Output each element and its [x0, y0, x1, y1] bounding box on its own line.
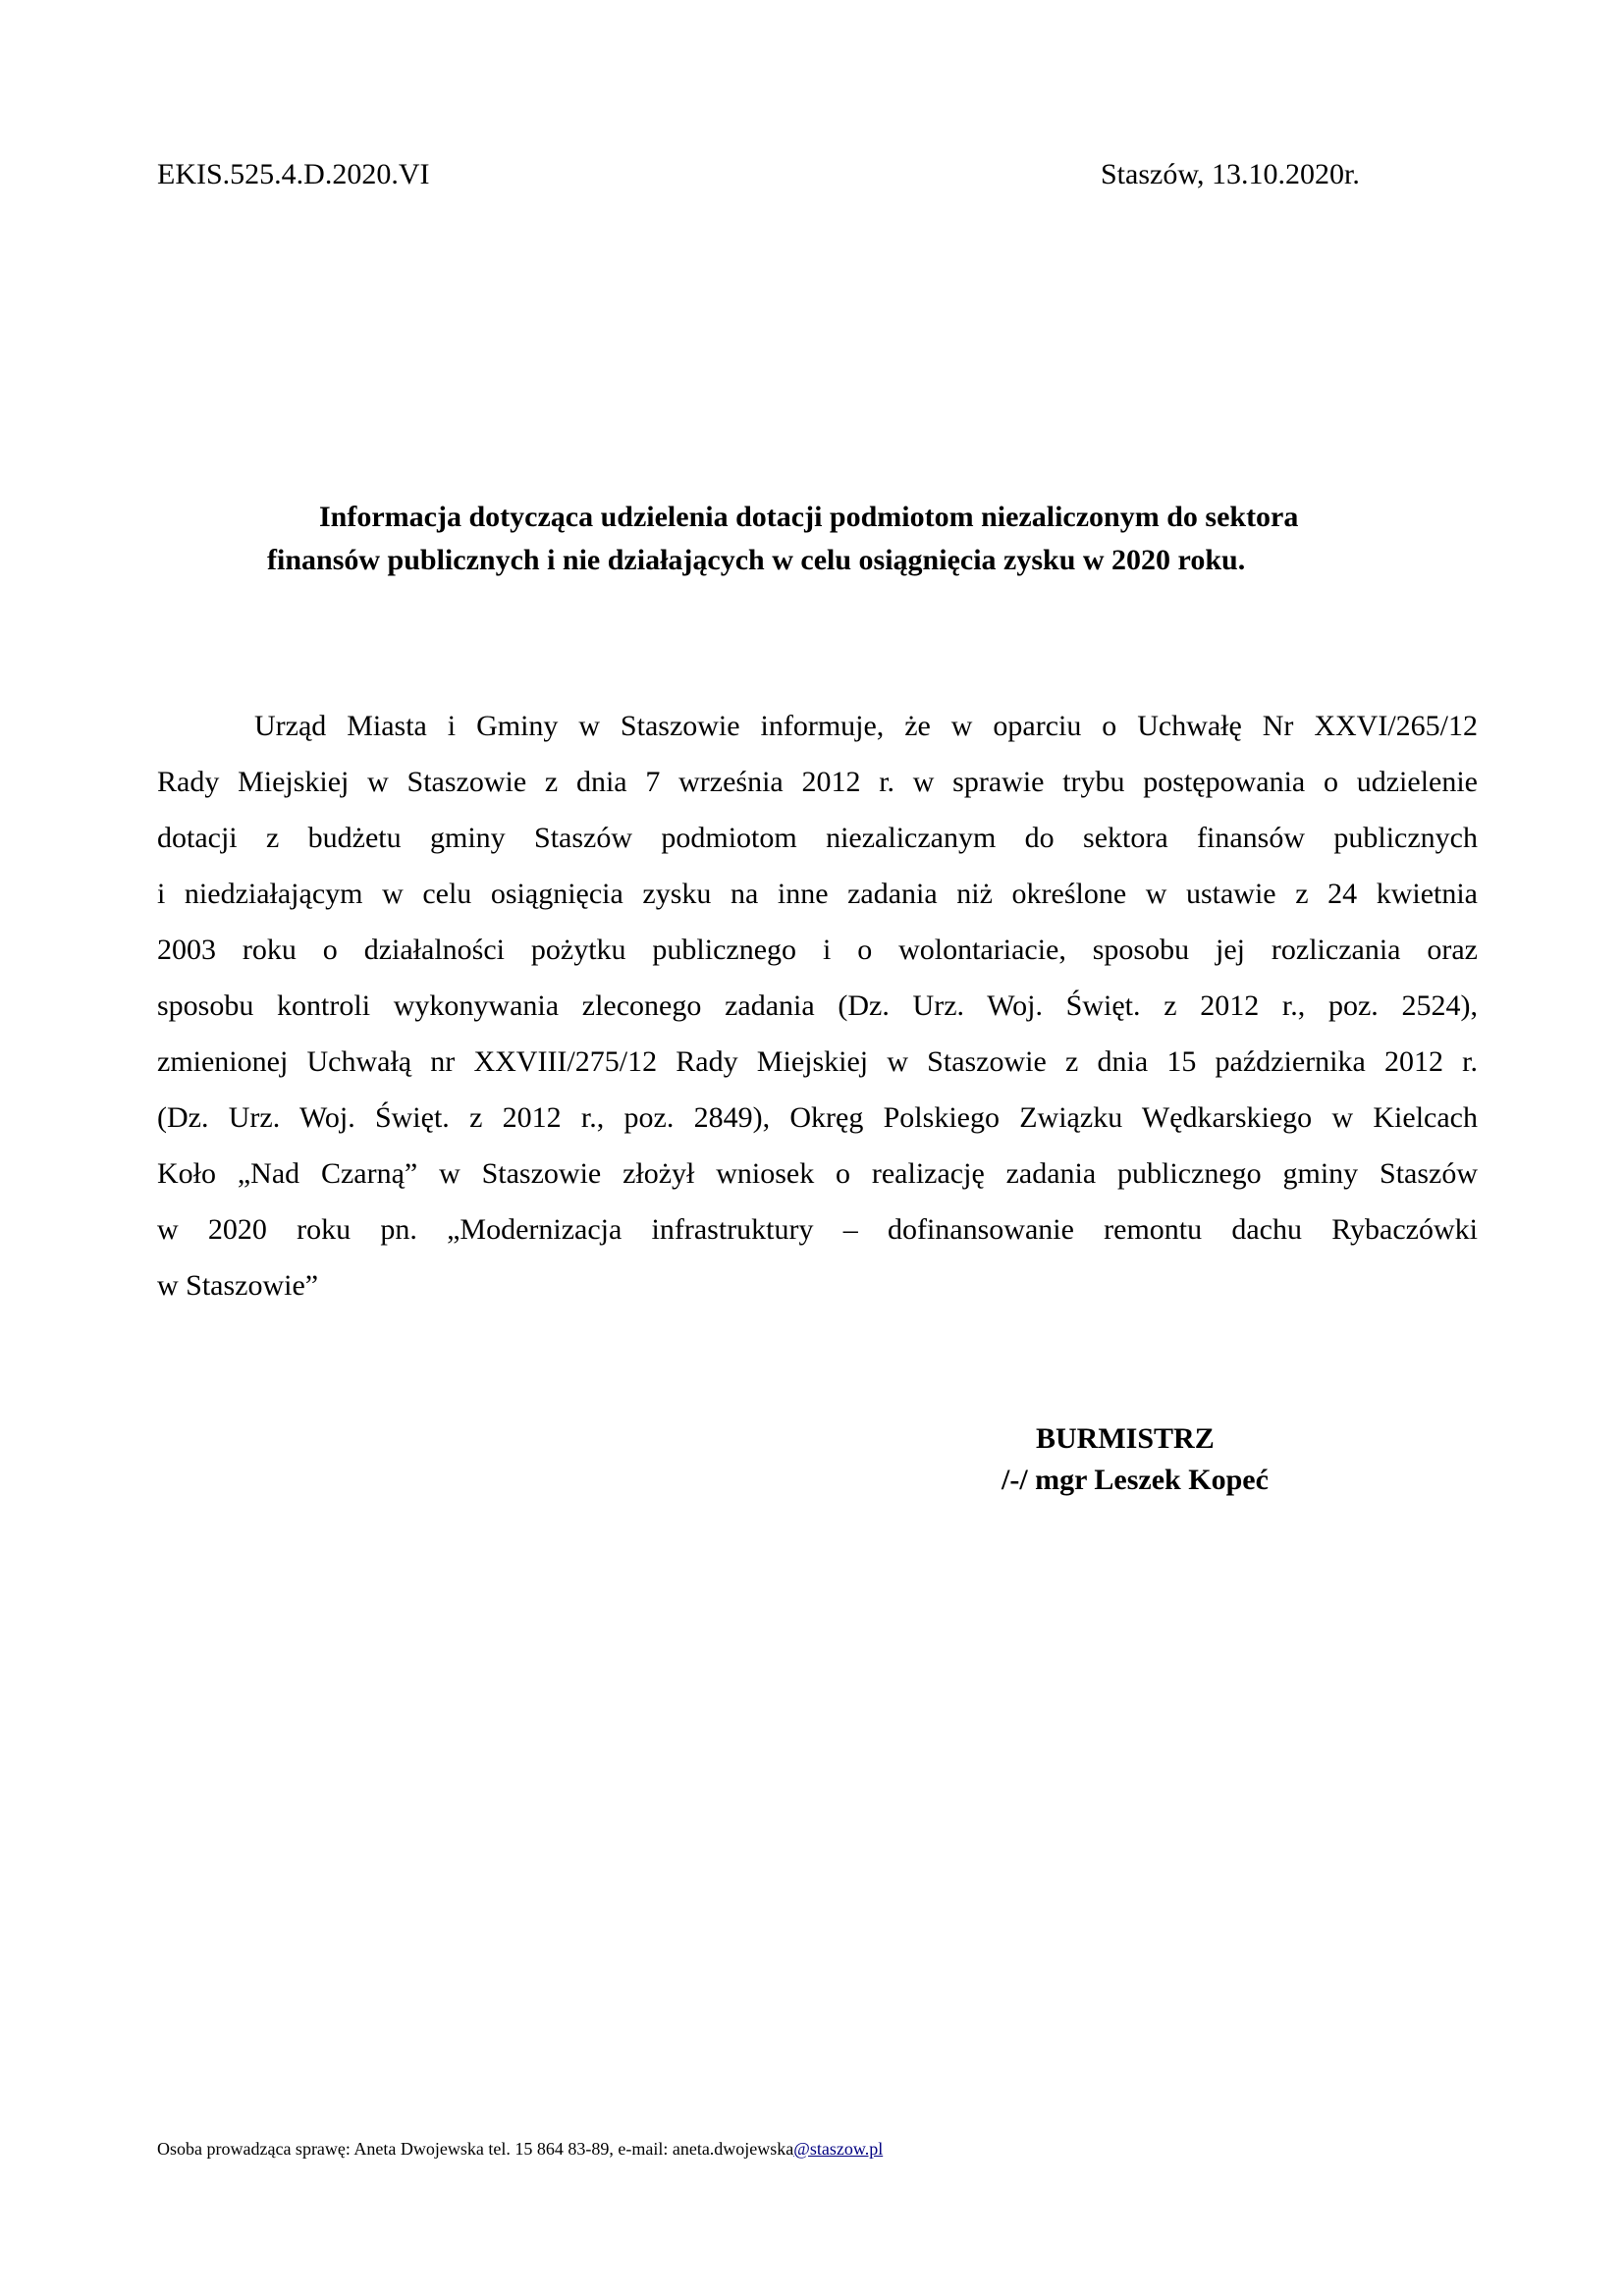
title-line-2: finansów publicznych i nie działających w celu osiągnięcia zysku w 2020 roku. [267, 544, 1246, 576]
body-line: i niedziałającym w celu osiągnięcia zysku na inne zadania niż określone w ustawie z 24 kwietnia [157, 878, 1478, 910]
body-line: Urząd Miasta i Gminy w Staszowie informuje, że w oparciu o Uchwałę Nr XXVI/265/12 [254, 710, 1478, 742]
footer-email-link[interactable]: @staszow.pl [793, 2139, 884, 2159]
body-line: 2003 roku o działalności pożytku publicznego i o wolontariacie, sposobu jej rozliczania oraz [157, 934, 1478, 966]
body-line: Koło „Nad Czarną” w Staszowie złożył wniosek o realizację zadania publicznego gminy Staszów [157, 1157, 1478, 1190]
body-line: sposobu kontroli wykonywania zleconego zadania (Dz. Urz. Woj. Święt. z 2012 r., poz. 2524), [157, 989, 1478, 1022]
title-line-1: Informacja dotycząca udzielenia dotacji podmiotom niezaliczonym do sektora [319, 501, 1299, 533]
body-line: zmienionej Uchwałą nr XXVIII/275/12 Rady Miejskiej w Staszowie z dnia 15 października 2012 r. [157, 1045, 1478, 1078]
document-place-date: Staszów, 13.10.2020r. [1101, 158, 1360, 190]
signature-name: /-/ mgr Leszek Kopeć [1001, 1464, 1269, 1496]
body-line: w Staszowie” [157, 1269, 319, 1302]
body-line: (Dz. Urz. Woj. Święt. z 2012 r., poz. 2849), Okręg Polskiego Związku Wędkarskiego w Kielcach [157, 1101, 1478, 1134]
signature-role: BURMISTRZ [1036, 1422, 1215, 1455]
document-reference-number: EKIS.525.4.D.2020.VI [157, 158, 430, 190]
footer-contact [157, 2137, 883, 2161]
document-body [157, 698, 1478, 1313]
body-line: dotacji z budżetu gminy Staszów podmiotom niezaliczanym do sektora finansów publicznych [157, 822, 1478, 854]
body-line: Rady Miejskiej w Staszowie z dnia 7 września 2012 r. w sprawie trybu postępowania o udzielenie [157, 766, 1478, 798]
footer-contact-text: Osoba prowadząca sprawę: Aneta Dwojewska tel. 15 864 83-89, e-mail: aneta.dwojewska [157, 2139, 794, 2159]
body-line: w 2020 roku pn. „Modernizacja infrastruktury – dofinansowanie remontu dachu Rybaczówki [157, 1213, 1478, 1246]
